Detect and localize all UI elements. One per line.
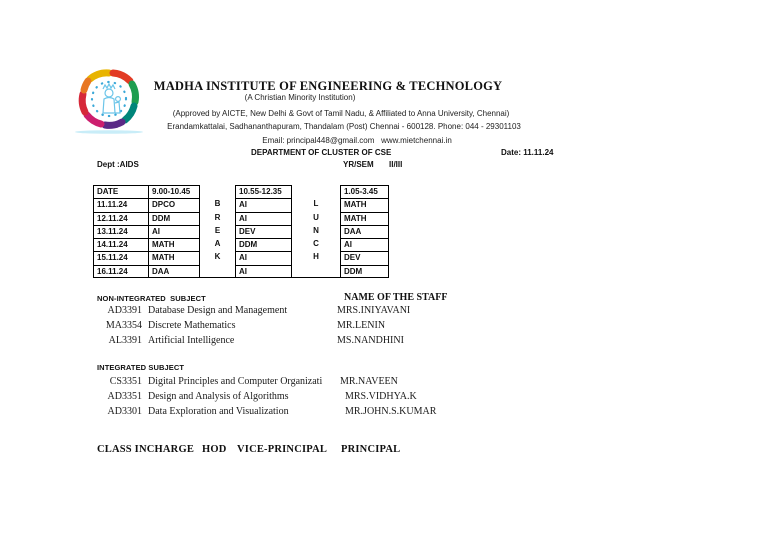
timetable-cell: MATH — [148, 238, 200, 251]
timetable-cell — [200, 265, 235, 278]
subject-row — [0, 391, 768, 405]
timetable-cell: 13.11.24 — [93, 225, 148, 238]
timetable-cell: U — [313, 212, 319, 222]
date-label: Date: 11.11.24 — [501, 148, 554, 157]
subject-staff: MR.LENIN — [337, 320, 386, 331]
institute-logo — [72, 69, 146, 135]
timetable-cell: N — [313, 225, 319, 235]
subject-staff: MR.JOHN.S.KUMAR — [345, 406, 437, 417]
timetable-cell: 16.11.24 — [93, 265, 148, 278]
timetable-cell: DPCO — [148, 198, 200, 211]
timetable-cell: 12.11.24 — [93, 212, 148, 225]
institute-name: MADHA INSTITUTE OF ENGINEERING & TECHNOLOGY — [153, 79, 503, 93]
timetable-cell: K — [214, 252, 221, 262]
timetable-cell: 14.11.24 — [93, 238, 148, 251]
subject-name: Discrete Mathematics — [148, 320, 236, 331]
timetable-cell: 15.11.24 — [93, 251, 148, 264]
subject-name: Database Design and Management — [148, 305, 288, 316]
signature-vice-principal: VICE-PRINCIPAL — [237, 444, 328, 455]
timetable-header-cell — [292, 185, 340, 198]
subject-code: CS3351 — [109, 376, 142, 387]
institute-logo-graphic — [72, 69, 146, 135]
timetable-header-cell: 9.00-10.45 — [148, 185, 200, 198]
timetable-header-cell: 10.55-12.35 — [235, 185, 292, 198]
timetable-header-cell: 1.05-3.45 — [340, 185, 389, 198]
timetable-cell: E — [214, 225, 221, 235]
timetable-cell: AI — [235, 251, 292, 264]
timetable-cell: DDM — [340, 265, 389, 278]
timetable-cell: DDM — [235, 238, 292, 251]
timetable-cell: DDM — [148, 212, 200, 225]
signature-hod: HOD — [202, 444, 227, 455]
timetable-cell: AI — [235, 265, 292, 278]
yr-sem-label: YR/SEM — [343, 160, 374, 169]
institute-subtitle: (A Christian Minority Institution) — [244, 93, 356, 102]
subject-name: Artificial Intelligence — [148, 335, 235, 346]
timetable-cell: H — [313, 252, 319, 262]
subject-code: AD3301 — [107, 406, 142, 417]
timetable-cell: MATH — [340, 212, 389, 225]
approval-line: (Approved by AICTE, New Delhi & Govt of Tamil Nadu, & Affiliated to Anna University, Chennai) — [172, 109, 510, 118]
yr-sem-value: II/III — [389, 160, 403, 169]
subject-row — [0, 376, 768, 390]
subject-row — [0, 335, 768, 349]
timetable-cell: B — [214, 199, 221, 209]
subject-code: AL3391 — [108, 335, 142, 346]
department-line: DEPARTMENT OF CLUSTER OF CSE — [251, 148, 392, 157]
subject-code: AD3391 — [107, 305, 142, 316]
subject-staff: MRS.INIYAVANI — [337, 305, 411, 316]
subject-staff: MRS.VIDHYA.K — [345, 391, 417, 402]
timetable-cell: DAA — [340, 225, 389, 238]
subject-staff: MR.NAVEEN — [340, 376, 398, 387]
staff-column-header: NAME OF THE STAFF — [344, 292, 448, 303]
timetable-header-cell — [200, 185, 235, 198]
subject-name: Digital Principles and Computer Organizati — [148, 376, 323, 387]
signature-class-incharge: CLASS INCHARGE — [97, 444, 195, 455]
subject-row — [0, 305, 768, 319]
timetable-header-cell: DATE — [93, 185, 148, 198]
subject-staff: MS.NANDHINI — [337, 335, 404, 346]
timetable-cell: DEV — [340, 251, 389, 264]
timetable-cell: A — [214, 239, 221, 249]
timetable-cell: 11.11.24 — [93, 198, 148, 211]
timetable-cell: DAA — [148, 265, 200, 278]
timetable-cell: AI — [235, 198, 292, 211]
signature-principal: PRINCIPAL — [341, 444, 401, 455]
timetable-cell: C — [313, 239, 319, 249]
address-line: Erandamkattalai, Sadhananthapuram, Thandalam (Post) Chennai - 600128. Phone: 044 - 29301103 — [167, 122, 521, 131]
timetable-cell: AI — [235, 212, 292, 225]
subject-row — [0, 320, 768, 334]
subject-code: AD3351 — [107, 391, 142, 402]
timetable-cell: MATH — [340, 198, 389, 211]
non-integrated-title: NON-INTEGRATED SUBJECT — [97, 294, 206, 303]
subject-code: MA3354 — [105, 320, 142, 331]
integrated-title: INTEGRATED SUBJECT — [97, 363, 185, 372]
timetable-cell: R — [214, 212, 221, 222]
timetable-cell — [292, 265, 340, 278]
subject-name: Data Exploration and Visualization — [148, 406, 289, 417]
timetable-cell: MATH — [148, 251, 200, 264]
timetable-cell: AI — [340, 238, 389, 251]
subject-name: Design and Analysis of Algorithms — [148, 391, 289, 402]
subject-row — [0, 406, 768, 420]
email-line: Email: principal448@gmail.com www.mietchennai.in — [262, 136, 452, 145]
timetable-cell: DEV — [235, 225, 292, 238]
timetable-grid — [93, 185, 389, 279]
timetable-cell: AI — [148, 225, 200, 238]
timetable-cell: L — [313, 199, 319, 209]
dept-label: Dept :AIDS — [97, 160, 139, 169]
